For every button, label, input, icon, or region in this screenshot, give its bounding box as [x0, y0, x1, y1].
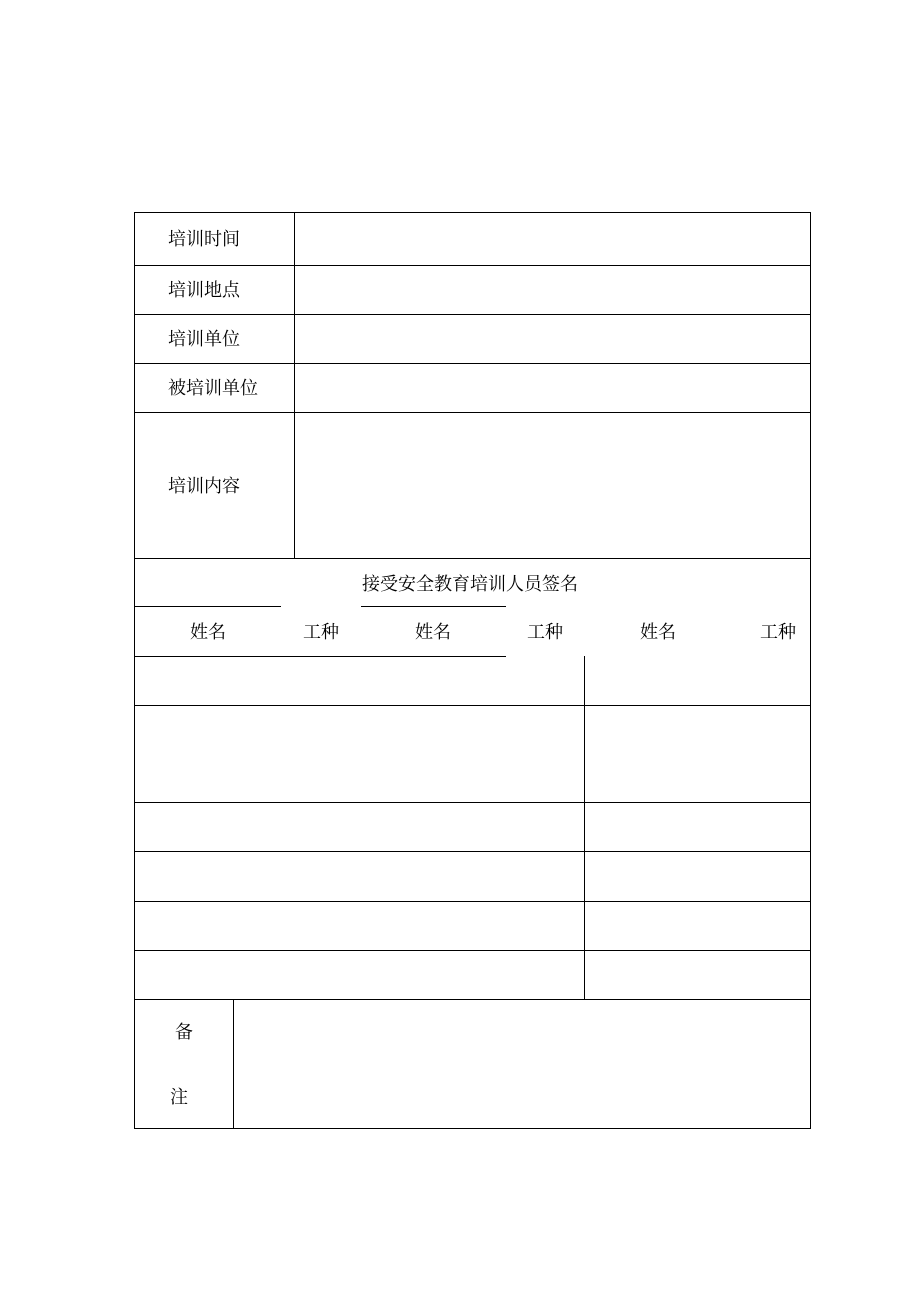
signature-row-line	[134, 705, 811, 706]
row-line	[134, 558, 811, 559]
signature-row-line	[134, 901, 811, 902]
row-line	[134, 265, 811, 266]
signature-cell[interactable]	[136, 658, 583, 704]
remarks-divider	[233, 999, 234, 1129]
signature-cell[interactable]	[586, 804, 809, 850]
col-header-name-1: 姓名	[190, 622, 226, 643]
col-header-name-3: 姓名	[640, 622, 676, 643]
col-header-job-2: 工种	[527, 622, 563, 643]
training-unit-label: 培训单位	[168, 329, 240, 350]
signature-cell[interactable]	[136, 707, 583, 801]
signature-row-line	[134, 950, 811, 951]
remarks-field[interactable]	[235, 1001, 809, 1127]
frame-bottom	[134, 1128, 811, 1129]
signature-row-line	[134, 999, 811, 1000]
trainee-unit-label: 被培训单位	[168, 378, 258, 399]
signature-cell[interactable]	[136, 903, 583, 949]
signature-cell[interactable]	[586, 853, 809, 900]
row-line	[134, 314, 811, 315]
signature-cell[interactable]	[136, 853, 583, 900]
frame-right	[810, 212, 811, 1129]
remarks-label-1: 备	[175, 1022, 193, 1043]
header-bottom-line	[134, 656, 506, 657]
signature-cell[interactable]	[136, 804, 583, 850]
signature-grid-divider	[584, 656, 585, 1000]
header-underline	[134, 606, 281, 607]
signature-section-title: 接受安全教育培训人员签名	[362, 574, 578, 595]
signature-row-line	[134, 851, 811, 852]
signature-cell[interactable]	[586, 952, 809, 998]
signature-row-line	[134, 802, 811, 803]
training-content-field[interactable]	[296, 414, 809, 557]
remarks-label-2: 注	[170, 1087, 188, 1108]
signature-cell[interactable]	[586, 903, 809, 949]
training-content-label: 培训内容	[168, 476, 240, 497]
training-time-label: 培训时间	[168, 229, 240, 250]
frame-left	[134, 212, 135, 1129]
signature-cell[interactable]	[586, 658, 809, 704]
training-time-field[interactable]	[296, 214, 809, 264]
col-header-job-1: 工种	[303, 622, 339, 643]
training-place-field[interactable]	[296, 267, 809, 313]
training-place-label: 培训地点	[168, 280, 240, 301]
trainee-unit-field[interactable]	[296, 365, 809, 411]
training-unit-field[interactable]	[296, 316, 809, 362]
col-header-job-3: 工种	[760, 622, 796, 643]
signature-cell[interactable]	[586, 707, 809, 801]
frame-top	[134, 212, 811, 213]
header-underline	[361, 606, 506, 607]
col-header-name-2: 姓名	[415, 622, 451, 643]
row-line	[134, 363, 811, 364]
signature-cell[interactable]	[136, 952, 583, 998]
row-line	[134, 412, 811, 413]
